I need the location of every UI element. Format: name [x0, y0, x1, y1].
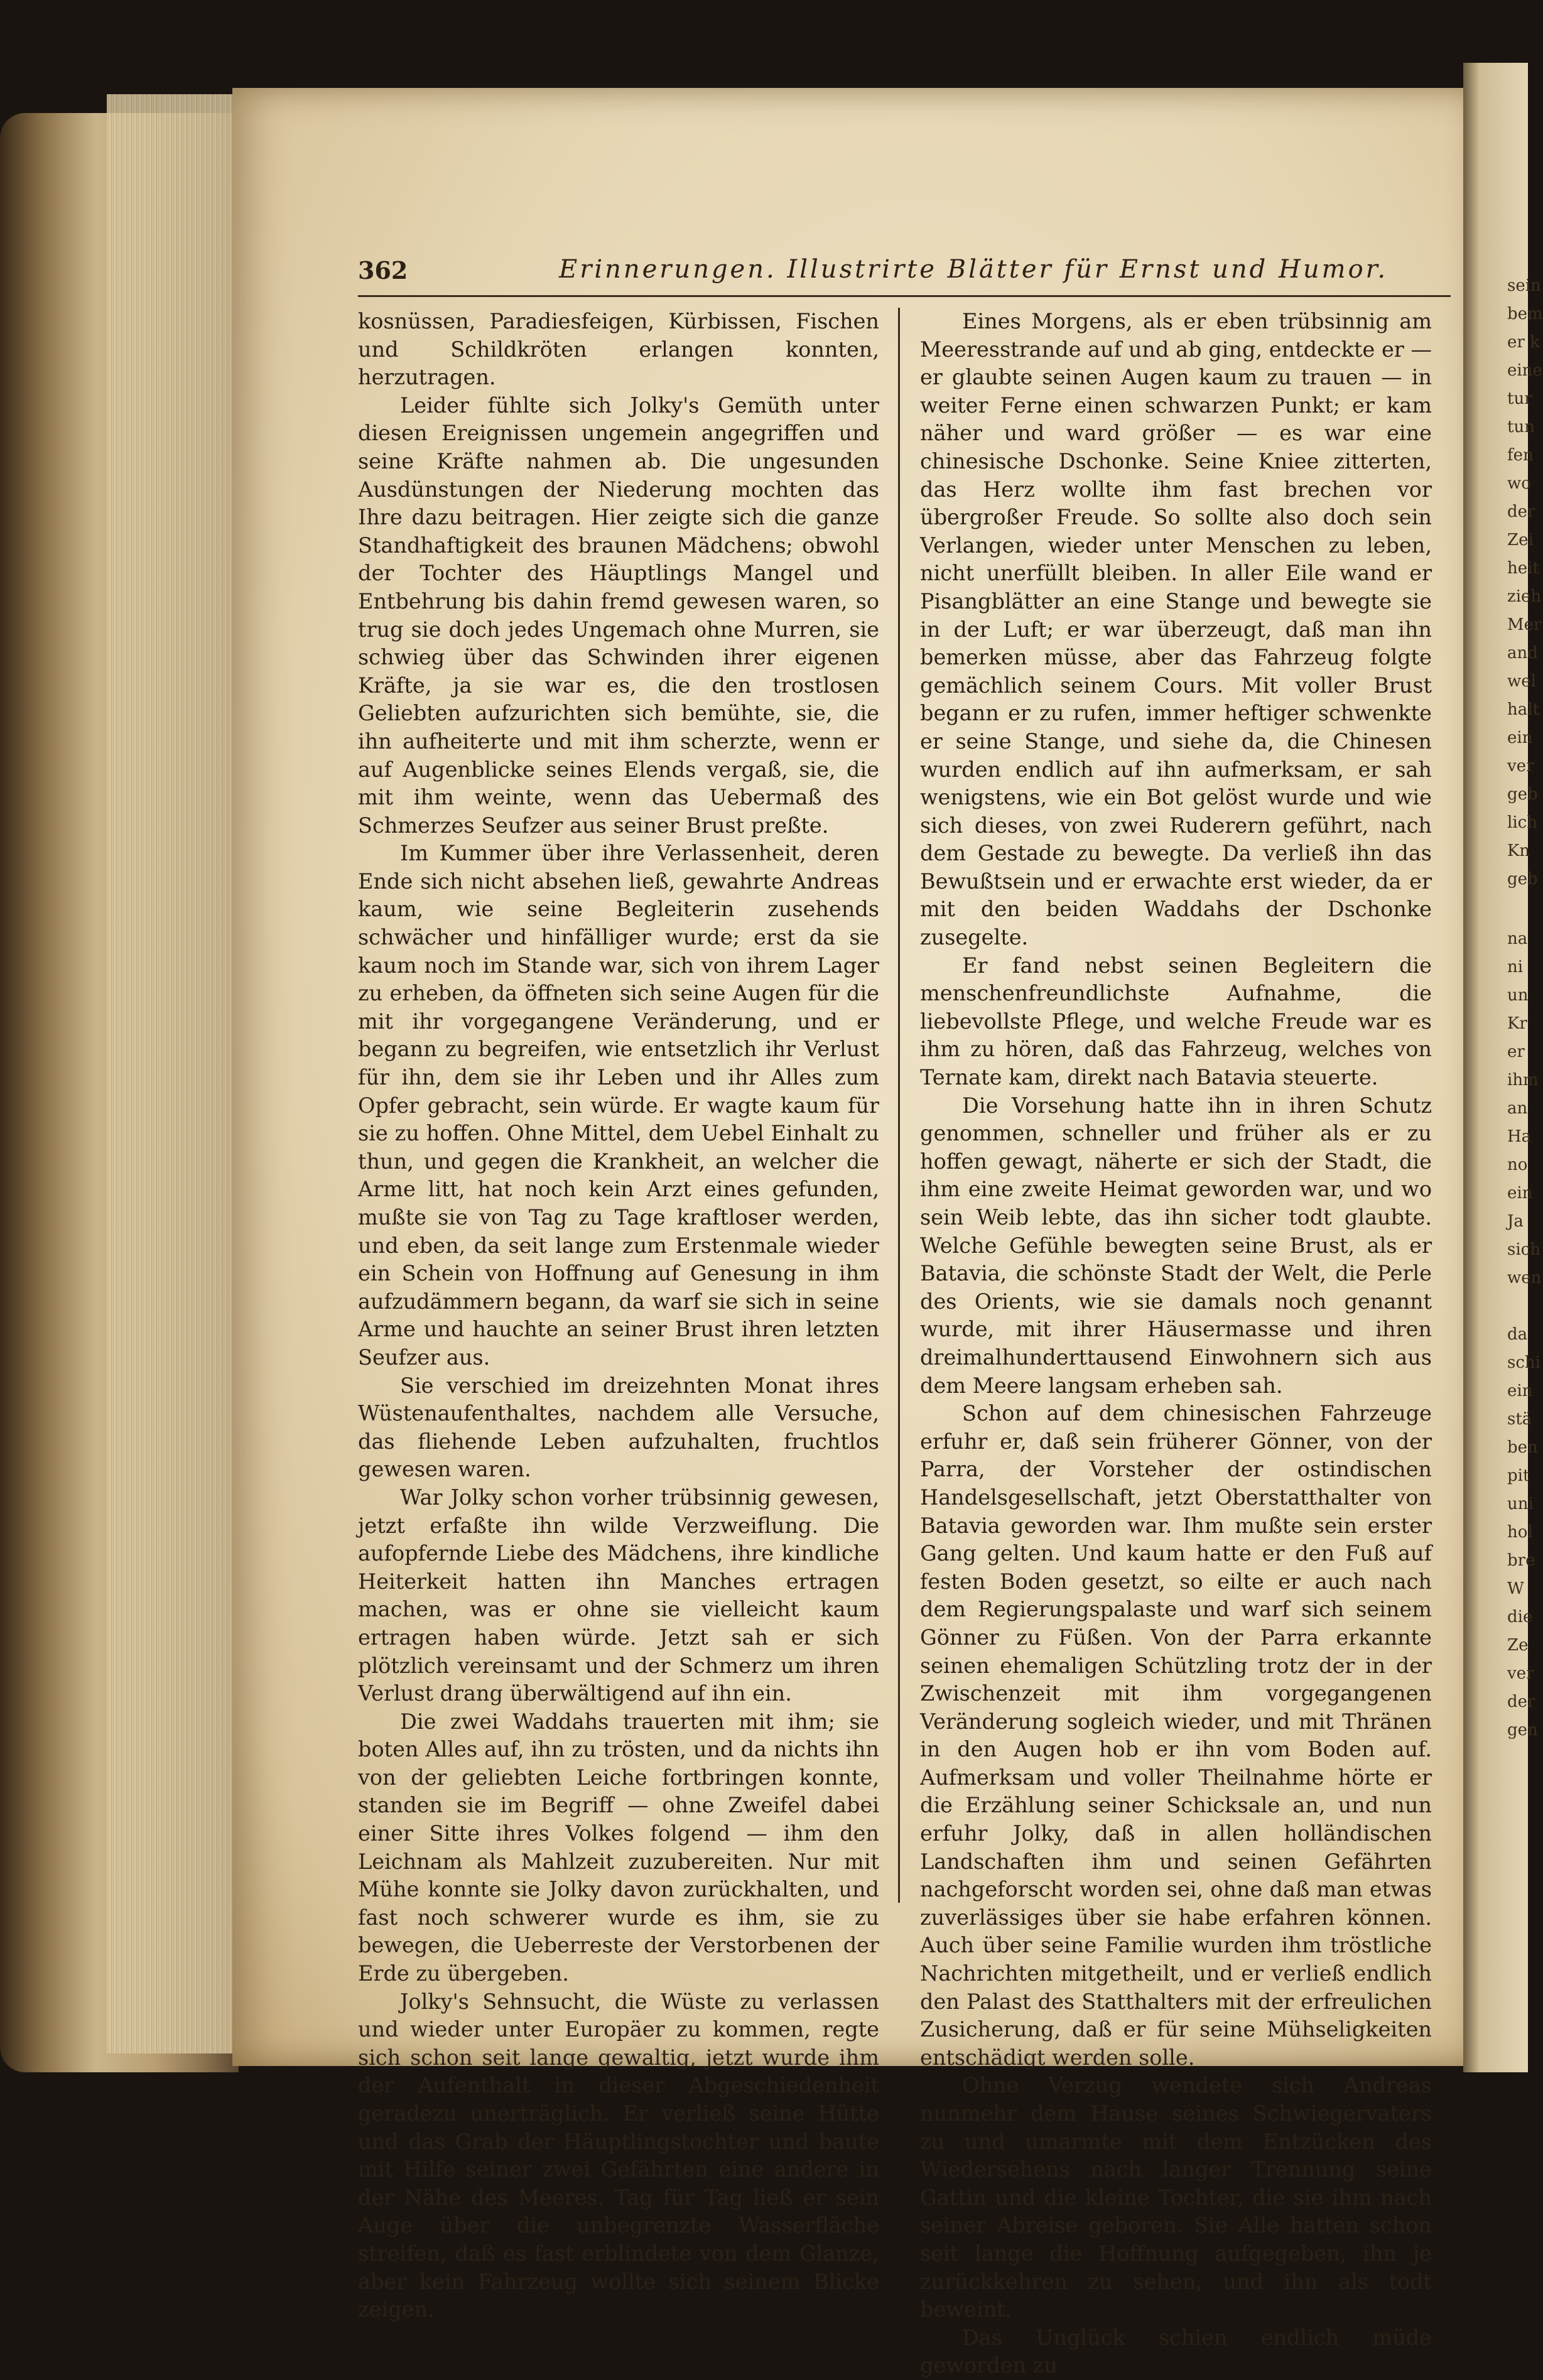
adjacent-page-fragment: bem — [1507, 305, 1543, 323]
adjacent-page-fragment: lich — [1507, 813, 1537, 832]
adjacent-page-fragment: Kr — [1507, 1014, 1527, 1033]
adjacent-page-fragment: schi — [1507, 1353, 1540, 1372]
page-number: 362 — [358, 256, 408, 284]
adjacent-page-fragment: geb — [1507, 785, 1538, 804]
adjacent-page-fragment: ver — [1507, 757, 1534, 776]
adjacent-page-fragment: fen — [1507, 446, 1534, 465]
page-header — [358, 251, 1451, 297]
adjacent-page-fragment: eine — [1507, 361, 1542, 380]
paragraph: Jolky's Sehnsucht, die Wüste zu verlassen und wieder unter Europäer zu kommen, regte sich schon seit lange gewaltig, jetzt wurde ihm der Aufenthalt in dieser Abgeschiedenheit geradezu unerträglich. Er verließ seine Hütte und das Grab der Häuptlingstochter und baute mit Hilfe seiner zwei Gefährten eine andere in der Nähe des Meeres. Tag für Tag ließ er sein Auge über die unbegrenzte Wasserfläche streifen, daß es fast erblindete von dem Glanze, aber kein Fahrzeug wollte sich seinem Blicke zeigen. — [358, 1989, 879, 2322]
adjacent-page-fragment: Ha — [1507, 1127, 1532, 1146]
adjacent-page-fragment: an — [1507, 1099, 1528, 1118]
adjacent-page-fragment: der — [1507, 502, 1535, 521]
adjacent-page-fragment: da — [1507, 1325, 1528, 1344]
adjacent-page-fragment: ver — [1507, 1664, 1534, 1683]
adjacent-page-fragment: die — [1507, 1608, 1533, 1626]
adjacent-page-fragment: Zei — [1507, 531, 1534, 549]
adjacent-page-fragment: stä — [1507, 1410, 1532, 1429]
paragraph: Im Kummer über ihre Verlassenheit, deren Ende sich nicht absehen ließ, gewahrte Andreas kaum, wie seine Begleiterin zusehends schwächer und hinfälliger wurde; erst da sie kaum noch im Stande war, sich von ihrem Lager zu erheben, da öffneten sich seine Augen für die mit ihr vorgegangene Veränderung, und er begann zu begreifen, wie entsetzlich ihr Verlust für ihn, dem sie ihr Leben und ihr Alles zum Opfer gebracht, sein würde. Er wagte kaum für sie zu hoffen. Ohne Mittel, dem Uebel Einhalt zu thun, und gegen die Krankheit, an welcher die Arme litt, hat noch kein Arzt eines gefunden, mußte sie von Tag zu Tage kraftloser werden, und eben, da seit lange zum Erstenmale wieder ein Schein von Hoffnung auf Genesung in ihm aufzudämmern begann, da warf sie sich in seine Arme und hauchte an seiner Brust ihren letzten Seufzer aus. — [358, 841, 879, 1370]
adjacent-page-fragment: uni — [1507, 1495, 1534, 1513]
page-stack — [107, 94, 251, 2053]
paragraph: Schon auf dem chinesischen Fahrzeuge erfuhr er, daß sein früherer Gönner, von der Parra, der Vorsteher der ostindischen Handelsgesellschaft, jetzt Oberstatthalter von Batavia geworden war. Ihm mußte sein erster Gang gelten. Und kaum hatte er den Fuß auf festen Boden gesetzt, so eilte er auch nach dem Regierungspalaste und warf sich seinem Gönner zu Füßen. Von der Parra erkannte seinen ehemaligen Schützling trotz der in der Zwischenzeit mit ihm vorgegangenen Veränderung sogleich wieder, und mit Thränen in den Augen hob er ihn vom Boden auf. Aufmerksam und voller Theilnahme hörte er die Erzählung seiner Schicksale an, und nun erfuhr Jolky, daß in allen holländischen Landschaften ihm und seinen Gefährten nachgeforscht worden sei, ohne daß man etwas zuverlässiges über sie habe erfahren können. Auch über seine Familie wurden ihm tröstliche Nachrichten mitgetheilt, und er verließ endlich den Palast des Statthalters mit der erfreulichen Zusicherung, daß er für seine Mühseligkeiten entschädigt werden solle. — [920, 1401, 1432, 2070]
adjacent-page-fragment: halt — [1507, 700, 1540, 719]
adjacent-page-fragment: ein — [1507, 728, 1533, 747]
adjacent-page-fragment: Ze — [1507, 1636, 1529, 1655]
adjacent-page-fragment: un — [1507, 986, 1529, 1005]
adjacent-page-fragment: W — [1507, 1579, 1524, 1598]
paragraph: Leider fühlte sich Jolky's Gemüth unter diesen Ereignissen ungemein angegriffen und seine Kräfte nahmen ab. Die ungesunden Ausdünstungen der Niederung mochten das Ihre dazu beitragen. Hier zeigte sich die ganze Standhaftigkeit des braunen Mädchens; obwohl der Tochter des Häuptlings Mangel und Entbehrung bis dahin fremd gewesen waren, so trug sie doch jedes Ungemach ohne Murren, sie schwieg über das Schwinden ihrer eigenen Kräfte, ja sie war es, die den trostlosen Geliebten aufzurichten sich bemühte, sie, die ihn aufheiterte und mit ihm scherzte, wenn er auf Augenblicke seines Elends vergaß, sie, die mit ihm weinte, wenn das Uebermaß des Schmerzes Seufzer aus seiner Brust preßte. — [358, 392, 879, 838]
adjacent-page-fragment: er k — [1507, 333, 1540, 352]
adjacent-page-fragment: Kn — [1507, 841, 1530, 860]
adjacent-page-fragment: wo — [1507, 474, 1531, 493]
paragraph: Eines Morgens, als er eben trübsinnig am Meeresstrande auf und ab ging, entdeckte er — er glaubte seinen Augen kaum zu trauen — in weiter Ferne einen schwarzen Punkt; er kam näher und ward größer — es war eine chinesische Dschonke. Seine Kniee zitterten, das Herz wollte ihm fast brechen vor übergroßer Freude. So sollte also doch sein Verlangen, wieder unter Menschen zu leben, nicht unerfüllt bleiben. In aller Eile wand er Pisangblätter an eine Stange und bewegte sie in der Luft; er war überzeugt, daß man ihn bemerken müsse, aber das Fahrzeug folgte gemächlich seinem Cours. Mit voller Brust begann er zu rufen, immer heftiger schwenkte er seine Stange, und siehe da, die Chinesen wurden endlich auf ihn aufmerksam, er sah wenigstens, wie ein Bot gelöst wurde und wie sich dieses, von zwei Ruderern geführt, nach dem Gestade zu bewegte. Da verließ ihn das Bewußtsein und er erwachte erst wieder, da er mit den beiden Waddahs der Dschonke zusegelte. — [920, 309, 1432, 950]
adjacent-page-fragment: geb — [1507, 870, 1538, 889]
adjacent-page-fragment: ben — [1507, 1438, 1538, 1457]
paragraph: Er fand nebst seinen Begleitern die menschenfreundlichste Aufnahme, die liebevollste Pflege, und welche Freude war es ihm zu hören, daß das Fahrzeug, welches von Ternate kam, direkt nach Batavia steuerte. — [920, 953, 1432, 1090]
adjacent-page-fragment: Ja — [1507, 1212, 1524, 1231]
adjacent-page-fragment: wen — [1507, 1268, 1542, 1287]
adjacent-page-fragment: zieh — [1507, 587, 1542, 606]
paragraph: Sie verschied im dreizehnten Monat ihres Wüstenaufenthaltes, nachdem alle Versuche, das fliehende Leben aufzuhalten, fruchtlos gewesen waren. — [358, 1373, 879, 1482]
paragraph: Die zwei Waddahs trauerten mit ihm; sie boten Alles auf, ihn zu trösten, und da nichts ihn von der geliebten Leiche fortbringen konnte, standen sie im Begriff — ohne Zweifel dabei einer Sitte ihres Volkes folgend — ihm den Leichnam als Mahlzeit zuzubereiten. Nur mit Mühe konnte sie Jolky davon zurückhalten, und fast noch schwerer wurde es ihm, sie zu bewegen, die Ueberreste der Verstorbenen der Erde zu übergeben. — [358, 1709, 879, 1986]
adjacent-page-fragment: tur — [1507, 389, 1532, 408]
adjacent-page-fragment: er — [1507, 1042, 1525, 1061]
column-divider — [898, 308, 900, 1903]
adjacent-page-fragment: hol — [1507, 1523, 1533, 1542]
adjacent-page-fragment: wel — [1507, 672, 1536, 691]
right-column — [920, 308, 1432, 2380]
adjacent-page-fragment: sein — [1507, 276, 1541, 295]
paragraph: Ohne Verzug wendete sich Andreas nunmehr dem Hause seines Schwiegervaters zu und umarmte mit dem Entzücken des Wiedersehens nach langer Trennung seine Gattin und die kleine Tochter, die sie ihm nach seiner Abreise geboren. Sie Alle hatten schon seit lange die Hoffnung aufgegeben, ihn je zurückkehren zu sehen, und ihn als todt beweint. — [920, 2073, 1432, 2322]
adjacent-page-fragment: ein — [1507, 1184, 1533, 1203]
adjacent-page-fragment: bre — [1507, 1551, 1535, 1570]
adjacent-page-fragment: na — [1507, 929, 1528, 948]
adjacent-page-fragment: sich — [1507, 1240, 1540, 1259]
running-title: Erinnerungen. Illustrirte Blätter für Ernst und Humor. — [559, 255, 1389, 284]
paragraph: Die Vorsehung hatte ihn in ihren Schutz genommen, schneller und früher als er zu hoffen gewagt, näherte er sich der Stadt, die ihm eine zweite Heimat geworden war, und wo sein Weib lebte, das ihn sicher todt glaubte. Welche Gefühle bewegten seine Brust, als er Batavia, die schönste Stadt der Welt, die Perle des Orients, wie sie damals noch genannt wurde, mit ihrer Häusermasse und ihren dreimalhunderttausend Einwohnern sich aus dem Meere langsam erheben sah. — [920, 1093, 1432, 1398]
adjacent-page-fragment: pit — [1507, 1466, 1530, 1485]
adjacent-page-fragment: ni — [1507, 958, 1524, 976]
adjacent-page-fragment: ein — [1507, 1382, 1533, 1400]
paragraph: War Jolky schon vorher trübsinnig gewesen, jetzt erfaßte ihn wilde Verzweiflung. Die aufopfernde Liebe des Mädchens, ihre kindliche Heiterkeit hatten ihn Manches ertragen machen, was er ohne sie vielleicht kaum ertragen haben würde. Jetzt sah er sich plötzlich vereinsamt und der Schmerz um ihren Verlust drang überwältigend auf ihn ein. — [358, 1485, 879, 1706]
adjacent-page-fragment: gen — [1507, 1721, 1538, 1739]
adjacent-page-fragment: Mer — [1507, 615, 1542, 634]
adjacent-page-fragment: ihm — [1507, 1071, 1539, 1090]
paragraph: Das Unglück schien endlich müde geworden zu — [920, 2325, 1432, 2378]
adjacent-page-fragment: no — [1507, 1155, 1528, 1174]
left-column — [358, 308, 879, 2324]
adjacent-page-fragment: der — [1507, 1692, 1535, 1711]
adjacent-page-fragment: and — [1507, 644, 1538, 663]
paragraph: kosnüssen, Paradiesfeigen, Kürbissen, Fischen und Schildkröten erlangen konnten, herzutragen. — [358, 309, 879, 390]
adjacent-page-fragment: heit — [1507, 559, 1539, 578]
adjacent-page-fragment: tun — [1507, 418, 1535, 436]
